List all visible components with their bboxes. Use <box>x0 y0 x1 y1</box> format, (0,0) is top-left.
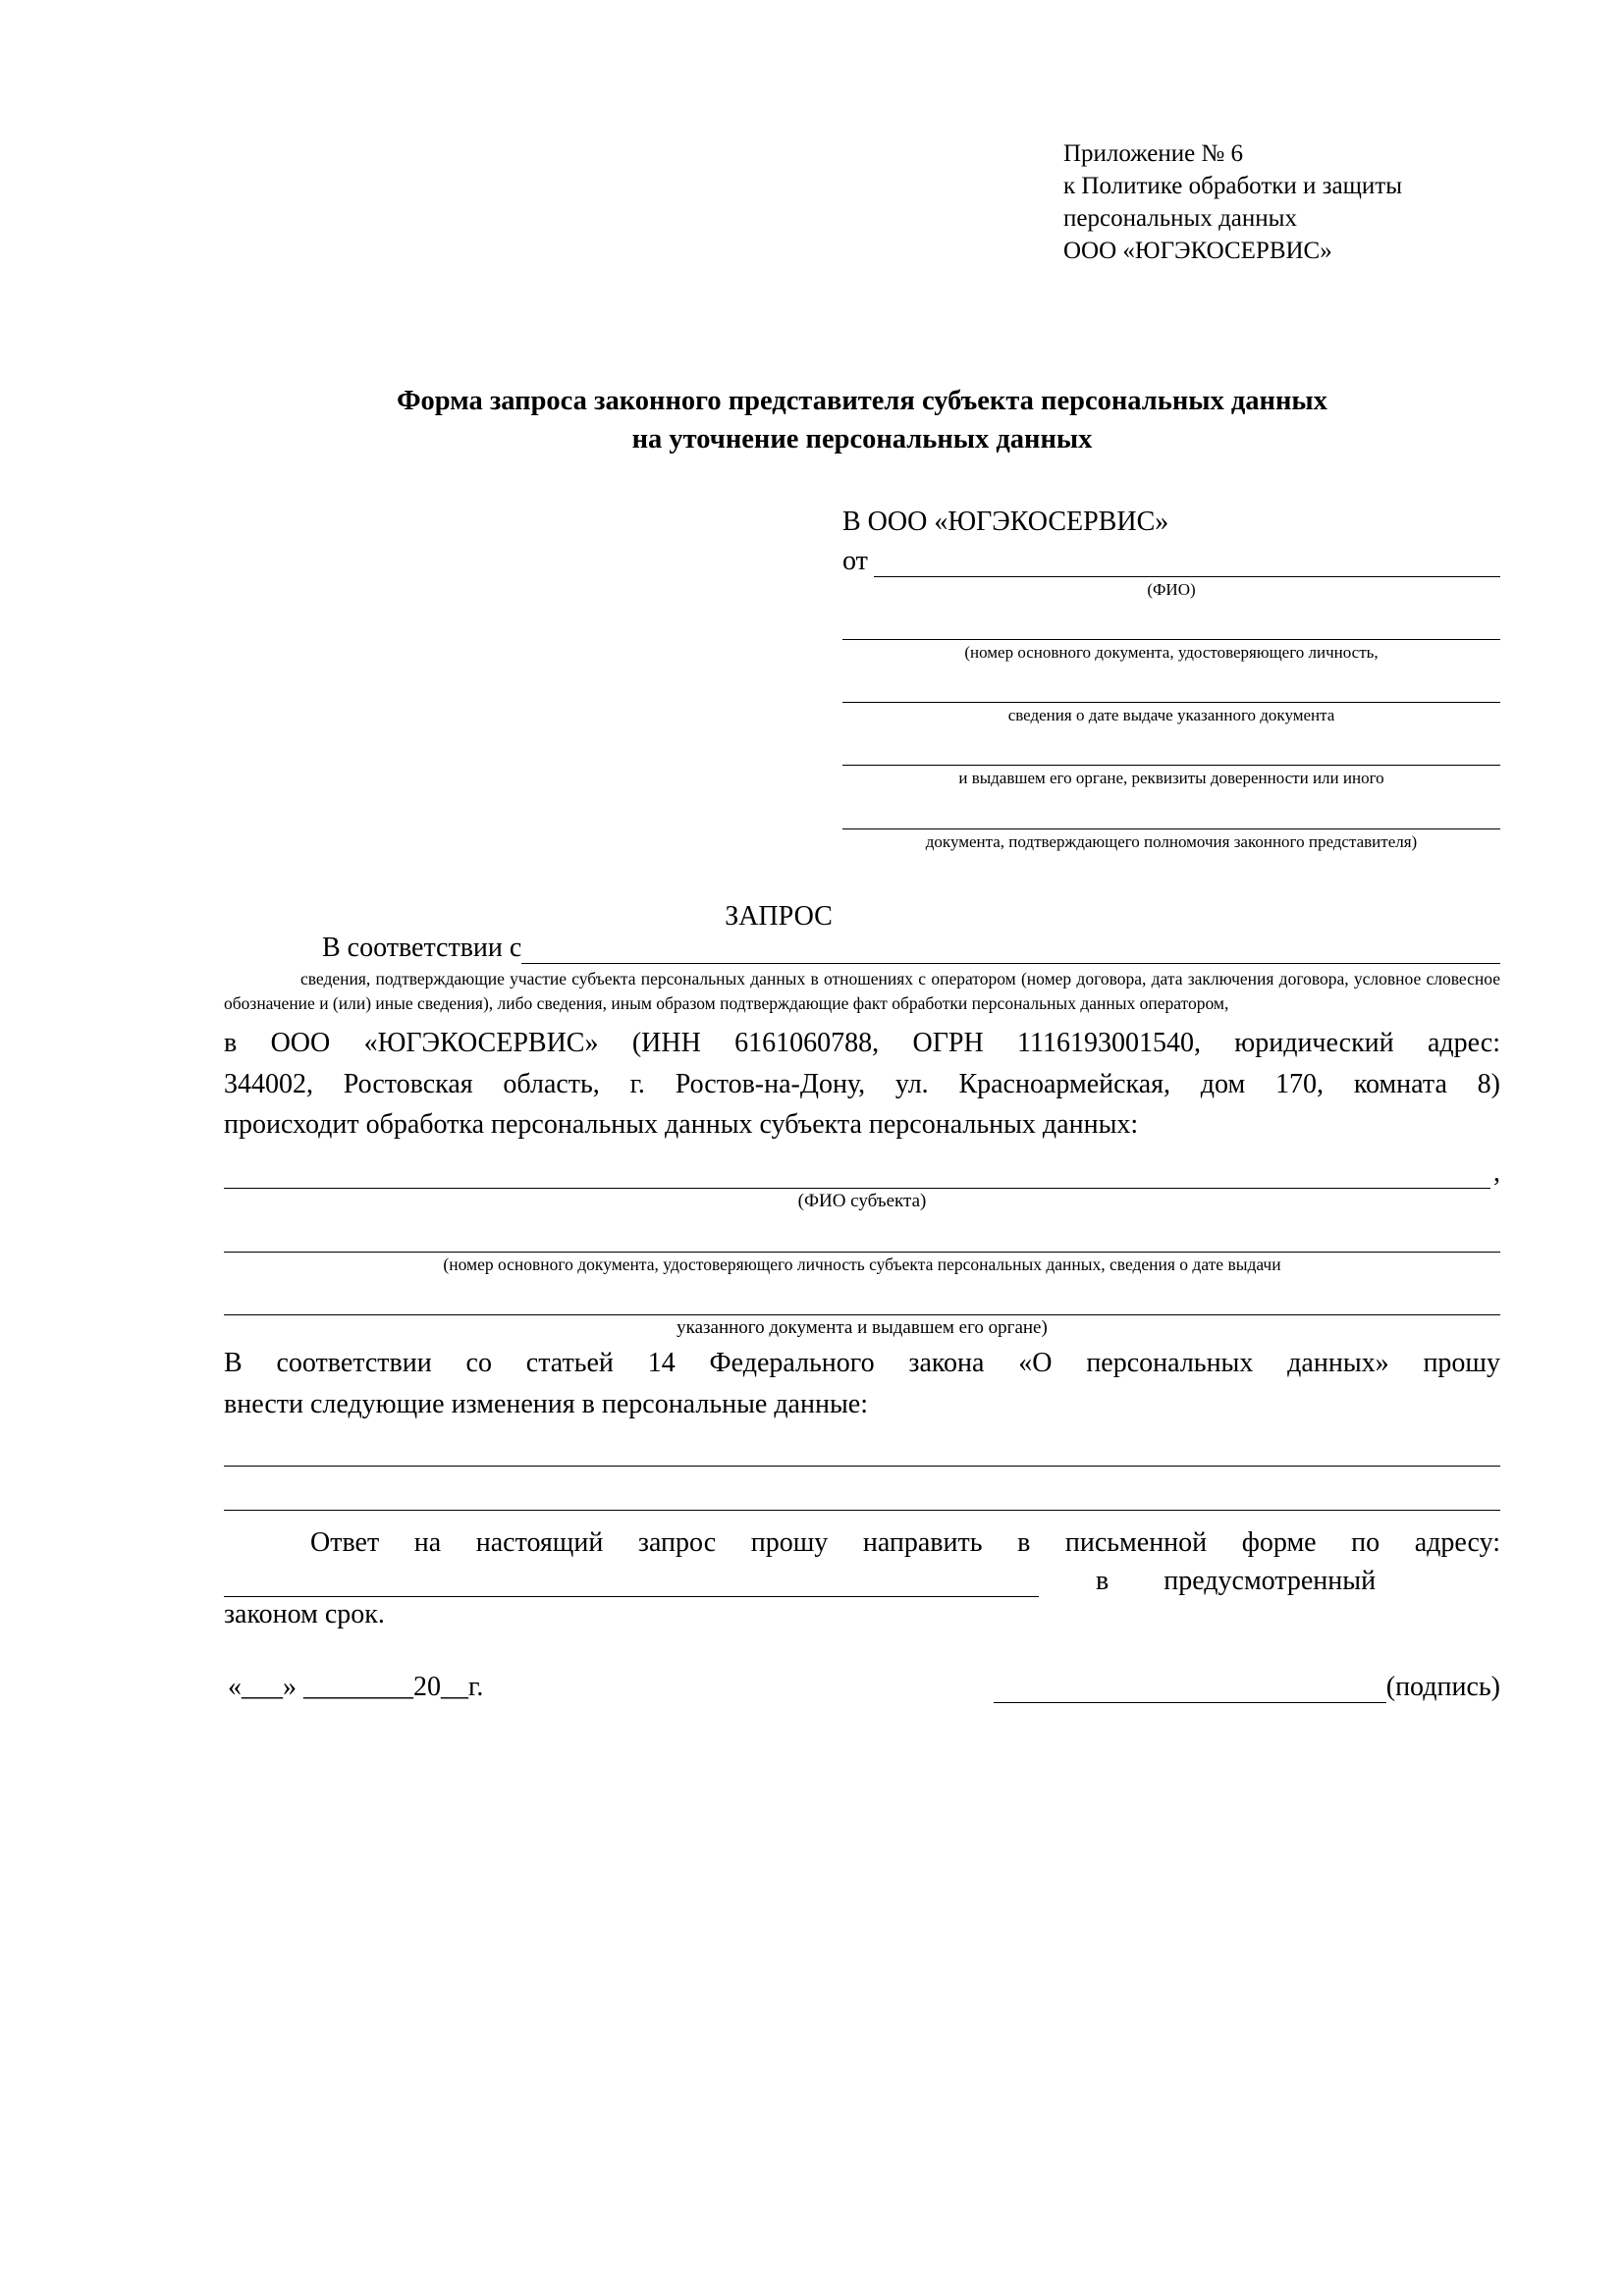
request-basis-label: В соответствии с <box>322 932 522 963</box>
subject-doc-input-2[interactable] <box>224 1291 1500 1315</box>
answer-address-input[interactable] <box>224 1571 1039 1597</box>
signature-row <box>224 1672 1500 1703</box>
header-line-company: ООО «ЮГЭКОСЕРВИС» <box>1063 238 1332 264</box>
addressee-doc-date-caption: сведения о дате выдаче указанного документа <box>1007 706 1335 724</box>
request-heading: ЗАПРОС <box>725 900 833 932</box>
addressee-organization: В ООО «ЮГЭКОСЕРВИС» <box>842 506 1169 537</box>
addressee-doc-auth-row <box>842 805 1500 829</box>
request-basis-note-line1: сведения, подтверждающие участие субъекта персональных данных в отношениях с оператором (номер договора, дата <box>300 968 1183 988</box>
request-body <box>224 933 1500 1703</box>
operator-paragraph-line2: 344002, Ростовская область, г. Ростов-на-Дону, ул. Красноармейская, дом 170, комната 8) <box>224 1068 1500 1099</box>
subject-fio-caption: (ФИО субъекта) <box>797 1190 927 1211</box>
subject-doc-input-1[interactable] <box>224 1228 1500 1253</box>
addressee-doc-organ-input[interactable] <box>842 741 1500 766</box>
subject-fio-input[interactable] <box>224 1158 1490 1189</box>
addressee-doc-fields <box>842 615 1500 852</box>
request-basis-row <box>224 933 1500 964</box>
answer-paragraph: Ответ на настоящий запрос прошу направить в письменной форме по адресу: <box>310 1527 1500 1559</box>
request-basis-input[interactable] <box>521 941 1500 964</box>
addressee-doc-number-row <box>842 615 1500 640</box>
changes-input-1[interactable] <box>224 1442 1500 1467</box>
operator-paragraph-line3: происходит обработка персональных данных субъекта персональных данных: <box>224 1109 1139 1141</box>
addressee-doc-number-caption: (номер основного документа, удостоверяющего личность, <box>964 642 1379 662</box>
page-title <box>224 383 1500 459</box>
subject-doc-row-1 <box>224 1228 1500 1253</box>
answer-word-v: в <box>1096 1565 1110 1596</box>
addressee-fio-input[interactable] <box>874 555 1500 577</box>
subject-fio-row <box>224 1157 1500 1189</box>
law-paragraph-line1: В соответствии со статьей 14 Федерального закона «О персональных данных» прошу <box>224 1347 1500 1378</box>
signature-input[interactable] <box>994 1679 1386 1703</box>
signature-right-group <box>994 1672 1500 1703</box>
document-content <box>224 137 1500 1703</box>
addressee-doc-number-input[interactable] <box>842 615 1500 640</box>
request-basis-note-line3: обработки персональных данных оператором, <box>892 992 1229 1013</box>
addressee-doc-date-input[interactable] <box>842 678 1500 703</box>
addressee-doc-auth-caption: документа, подтверждающего полномочия законного представителя) <box>925 831 1418 851</box>
page-title-line1: Форма запроса законного представителя субъекта персональных данных <box>397 386 1327 416</box>
changes-row-1 <box>224 1442 1500 1467</box>
operator-paragraph-line1: в ООО «ЮГЭКОСЕРВИС» (ИНН 6161060788, ОГРН 1116193001540, юридический адрес: <box>224 1028 1500 1059</box>
addressee-doc-organ-caption: и выдавшем его органе, реквизиты доверенности или иного <box>958 769 1384 788</box>
request-basis-note-line2: заключения договора, условное словесное обозначение и (или) иные сведения), либо сведения, иным образом подтверждающие факт <box>224 968 1500 1013</box>
page-title-line2: на уточнение персональных данных <box>631 423 1093 454</box>
addressee-doc-auth-input[interactable] <box>842 805 1500 829</box>
subject-doc-row-2 <box>224 1291 1500 1315</box>
law-paragraph-line2: внести следующие изменения в персональные данные: <box>224 1388 868 1419</box>
addressee-from-row <box>842 546 1500 577</box>
subject-fio-comma: , <box>1493 1156 1500 1188</box>
addressee-fio-caption: (ФИО) <box>1147 579 1196 599</box>
header-line-policy: к Политике обработки и защиты <box>1063 173 1403 199</box>
header-line-appendix: Приложение № 6 <box>1063 140 1244 167</box>
signature-caption: (подпись) <box>1385 1671 1500 1702</box>
addressee-doc-organ-row <box>842 741 1500 766</box>
answer-address-row <box>224 1566 1500 1597</box>
request-basis-note <box>224 967 1500 1016</box>
header-block <box>1063 137 1500 267</box>
signature-date-stub[interactable]: «___» ________20__г. <box>228 1671 484 1702</box>
subject-doc-caption-2: указанного документа и выдавшем его органе) <box>677 1316 1048 1338</box>
changes-input-2[interactable] <box>224 1486 1500 1511</box>
addressee-from-label: от <box>842 545 868 576</box>
answer-tail-line: законом срок. <box>224 1598 385 1629</box>
header-line-personal-data: персональных данных <box>1063 205 1297 232</box>
addressee-block <box>842 507 1500 852</box>
addressee-doc-date-row <box>842 678 1500 703</box>
subject-doc-caption-1: (номер основного документа, удостоверяющего личность субъекта персональных данных, сведения о дате выдачи <box>443 1254 1281 1274</box>
answer-word-tail: предусмотренный <box>1164 1565 1377 1596</box>
changes-row-2 <box>224 1486 1500 1511</box>
